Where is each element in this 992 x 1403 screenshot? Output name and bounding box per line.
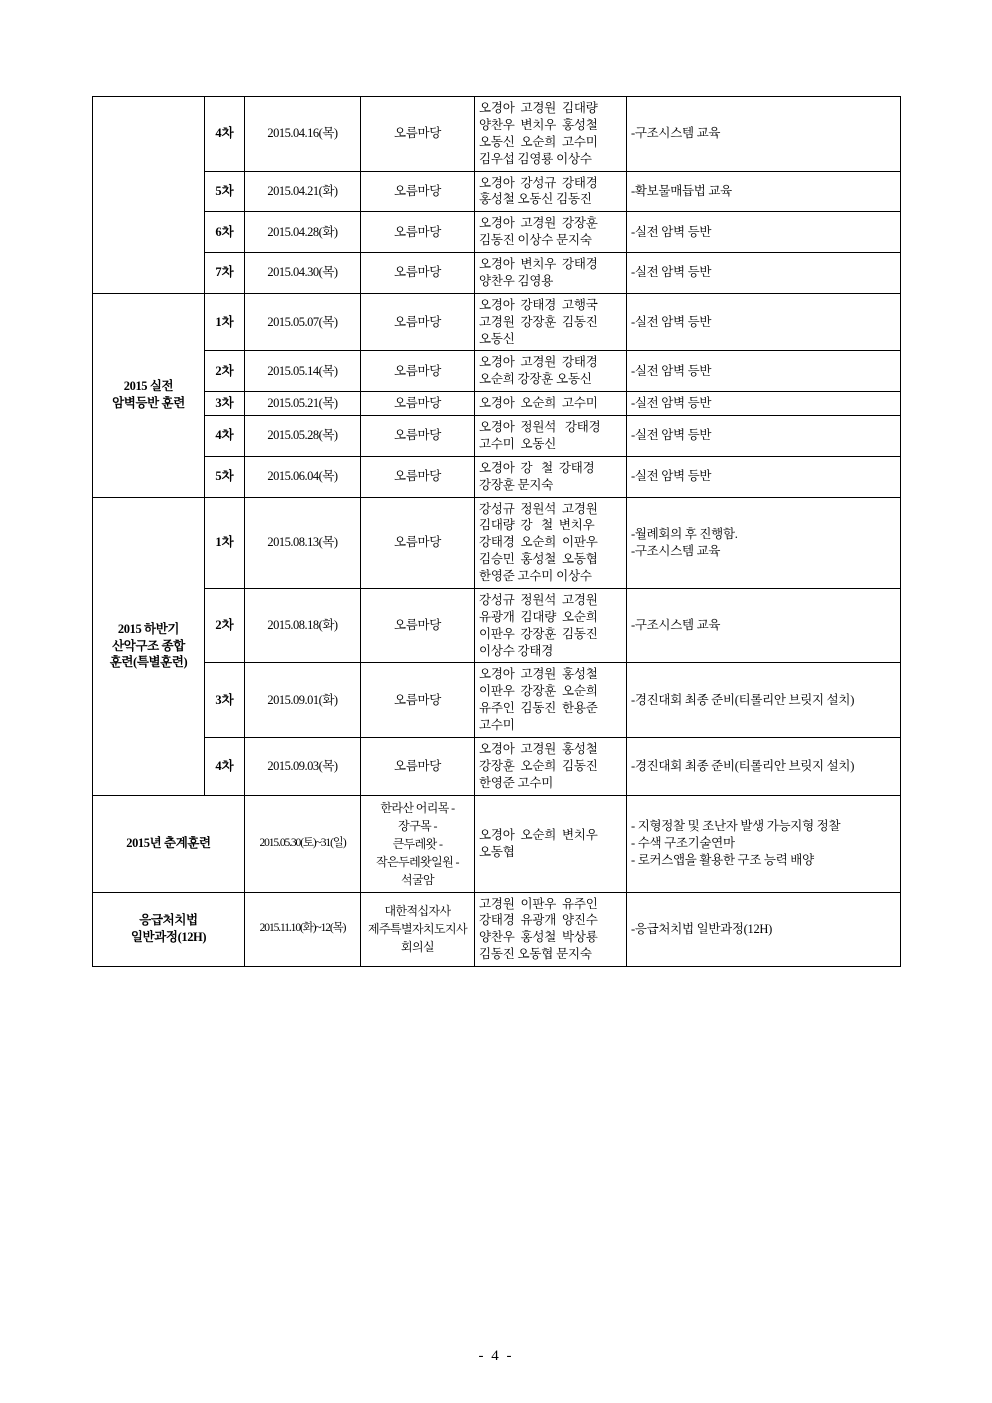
- place-cell: 오름마당: [361, 588, 475, 663]
- notes-cell: -실전 암벽 등반: [627, 253, 901, 294]
- date-cell: 2015.05.30(토)~31(일): [245, 795, 361, 892]
- date-cell: 2015.05.14(목): [245, 351, 361, 392]
- notes-cell: -실전 암벽 등반: [627, 456, 901, 497]
- participants-cell: 강성규 정원석 고경원 유광개 김대량 오순희 이판우 강장훈 김동진 이상수 강태경: [475, 588, 627, 663]
- notes-cell: -실전 암벽 등반: [627, 212, 901, 253]
- table-row: [93, 892, 901, 967]
- round-cell: 5차: [205, 171, 245, 212]
- table-row: [93, 456, 901, 497]
- table-row: [93, 588, 901, 663]
- category-cell-mountain-rescue: 2015 하반기 산악구조 종합 훈련(특별훈련): [93, 497, 205, 795]
- place-cell: 오름마당: [361, 737, 475, 795]
- notes-cell: -경진대회 최종 준비(티롤리안 브릿지 설치): [627, 737, 901, 795]
- table-row: [93, 392, 901, 416]
- place-cell: 오름마당: [361, 253, 475, 294]
- place-cell: 오름마당: [361, 456, 475, 497]
- place-cell: 오름마당: [361, 171, 475, 212]
- notes-cell: -실전 암벽 등반: [627, 351, 901, 392]
- page-number: - 4 -: [478, 1348, 514, 1364]
- round-cell: 4차: [205, 416, 245, 457]
- participants-cell: 오경아 오순희 변치우 오동협: [475, 795, 627, 892]
- date-cell: 2015.08.18(화): [245, 588, 361, 663]
- notes-cell: - 지형정찰 및 조난자 발생 가능지형 정찰 - 수색 구조기술연마 - 로커스앱을 활용한 구조 능력 배양: [627, 795, 901, 892]
- notes-cell: -실전 암벽 등반: [627, 392, 901, 416]
- date-cell: 2015.05.28(목): [245, 416, 361, 457]
- notes-cell: -월례회의 후 진행함. -구조시스템 교육: [627, 497, 901, 588]
- table-row: [93, 416, 901, 457]
- date-cell: 2015.11.10(화)~12(목): [245, 892, 361, 967]
- participants-cell: 오경아 고경원 홍성철 이판우 강장훈 오순희 유주인 김동진 한용준 고수미: [475, 663, 627, 738]
- date-cell: 2015.04.28(화): [245, 212, 361, 253]
- round-cell: 3차: [205, 663, 245, 738]
- table-row: [93, 171, 901, 212]
- table-row: [93, 663, 901, 738]
- place-cell: 오름마당: [361, 497, 475, 588]
- round-cell: 2차: [205, 588, 245, 663]
- round-cell: 6차: [205, 212, 245, 253]
- round-cell: 3차: [205, 392, 245, 416]
- category-cell-spring-training: 2015년 춘계훈련: [93, 795, 245, 892]
- date-cell: 2015.05.07(목): [245, 293, 361, 351]
- notes-cell: -실전 암벽 등반: [627, 293, 901, 351]
- round-cell: 5차: [205, 456, 245, 497]
- date-cell: 2015.04.30(목): [245, 253, 361, 294]
- notes-cell: -실전 암벽 등반: [627, 416, 901, 457]
- participants-cell: 오경아 강성규 강태경 홍성철 오동신 김동진: [475, 171, 627, 212]
- place-cell: 대한적십자사 제주특별자치도지사 회의실: [361, 892, 475, 967]
- participants-cell: 오경아 정원석 강태경 고수미 오동신: [475, 416, 627, 457]
- participants-cell: 오경아 고경원 홍성철 강장훈 오순희 김동진 한영준 고수미: [475, 737, 627, 795]
- place-cell: 한라산 어리목 - 장구목 - 큰두레왓 - 작은두레왓일원 - 석굴암: [361, 795, 475, 892]
- participants-cell: 강성규 정원석 고경원 김대량 강 철 변치우 강태경 오순희 이판우 김승민 홍성철 오동협 한영준 고수미 이상수: [475, 497, 627, 588]
- table-row: [93, 253, 901, 294]
- date-cell: 2015.04.16(목): [245, 97, 361, 172]
- date-cell: 2015.08.13(목): [245, 497, 361, 588]
- participants-cell: 오경아 오순희 고수미: [475, 392, 627, 416]
- notes-cell: -확보물매듭법 교육: [627, 171, 901, 212]
- date-cell: 2015.09.01(화): [245, 663, 361, 738]
- place-cell: 오름마당: [361, 97, 475, 172]
- table-row: [93, 737, 901, 795]
- notes-cell: -구조시스템 교육: [627, 97, 901, 172]
- date-cell: 2015.09.03(목): [245, 737, 361, 795]
- participants-cell: 오경아 고경원 강태경 오순희 강장훈 오동신: [475, 351, 627, 392]
- table-row: [93, 293, 901, 351]
- place-cell: 오름마당: [361, 293, 475, 351]
- place-cell: 오름마당: [361, 212, 475, 253]
- place-cell: 오름마당: [361, 351, 475, 392]
- category-cell-continued: [93, 97, 205, 294]
- round-cell: 7차: [205, 253, 245, 294]
- table-row: [93, 97, 901, 172]
- round-cell: 2차: [205, 351, 245, 392]
- table-row: [93, 212, 901, 253]
- table-row: [93, 795, 901, 892]
- participants-cell: 고경원 이판우 유주인 강태경 유광개 양진수 양찬우 홍성철 박상룡 김동진 오동협 문지숙: [475, 892, 627, 967]
- category-cell-rock-climbing: 2015 실전 암벽등반 훈련: [93, 293, 205, 497]
- table-row: [93, 351, 901, 392]
- date-cell: 2015.06.04(목): [245, 456, 361, 497]
- round-cell: 4차: [205, 737, 245, 795]
- training-schedule-table: [92, 96, 901, 967]
- table-row: [93, 497, 901, 588]
- participants-cell: 오경아 고경원 김대량 양찬우 변치우 홍성철 오동신 오순희 고수미 김우섭 김영룡 이상수: [475, 97, 627, 172]
- round-cell: 1차: [205, 293, 245, 351]
- participants-cell: 오경아 강태경 고행국 고경원 강장훈 김동진 오동신: [475, 293, 627, 351]
- notes-cell: -응급처치법 일반과정(12H): [627, 892, 901, 967]
- participants-cell: 오경아 강 철 강태경 강장훈 문지숙: [475, 456, 627, 497]
- place-cell: 오름마당: [361, 663, 475, 738]
- date-cell: 2015.05.21(목): [245, 392, 361, 416]
- place-cell: 오름마당: [361, 416, 475, 457]
- date-cell: 2015.04.21(화): [245, 171, 361, 212]
- participants-cell: 오경아 변치우 강태경 양찬우 김영용: [475, 253, 627, 294]
- category-cell-first-aid: 응급처치법 일반과정(12H): [93, 892, 245, 967]
- round-cell: 4차: [205, 97, 245, 172]
- participants-cell: 오경아 고경원 강장훈 김동진 이상수 문지숙: [475, 212, 627, 253]
- notes-cell: -경진대회 최종 준비(티롤리안 브릿지 설치): [627, 663, 901, 738]
- place-cell: 오름마당: [361, 392, 475, 416]
- round-cell: 1차: [205, 497, 245, 588]
- notes-cell: -구조시스템 교육: [627, 588, 901, 663]
